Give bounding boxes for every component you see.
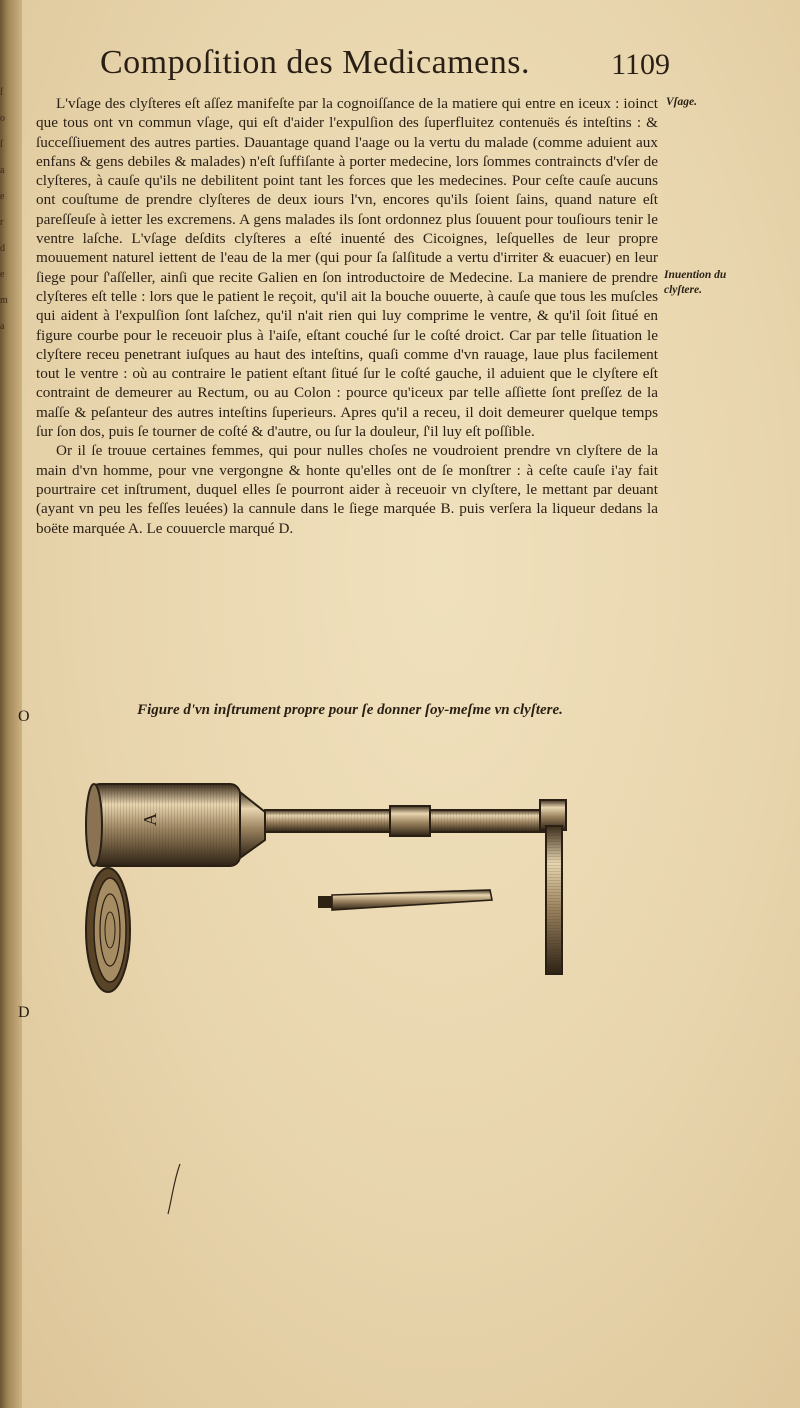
paragraph-instrument: Or il ſe trouue certaines femmes, qui pour nulles choſes ne voudroient prendre vn clyſtere de la main d'vn homme, pour vne vergongne & honte qu'elles ont de ſe monſtrer : à ceſte cauſe i'ay fait pourtraire cet inſtrument, duquel elles ſe pourront aider à receuoir vn clyſtere, le mettant par deuant (ayant vn peu les feſſes leuées) la cannule dans le ſiege marquée B. puis verſera la liqueur dedans la boëte marquée A. Le couuercle marqué D. <box>36 442 658 537</box>
binding-gutter <box>0 0 22 1408</box>
figure-caption: Figure d'vn inſtrument propre pour ſe donner ſoy-meſme vn clyſtere. <box>137 702 563 718</box>
clyster-lid <box>86 868 130 992</box>
clyster-instrument-illustration <box>60 730 620 1050</box>
side-letter-o: O <box>18 708 30 725</box>
main-text <box>36 94 658 538</box>
gutter-fragments: ſ o ſ a e r d e m a <box>0 87 8 332</box>
clyster-box <box>86 784 265 866</box>
margin-note-invention-line1: Inuention du <box>664 269 727 281</box>
side-letter-d: D <box>18 1004 30 1021</box>
margin-note-invention-line2: clyſtere. <box>664 284 702 296</box>
running-title: Compoſition des Medicamens. <box>100 44 530 81</box>
box-label-a: A <box>140 813 160 826</box>
clyster-cannula <box>318 890 492 910</box>
stray-pen-mark <box>160 1160 200 1220</box>
clyster-pipe <box>265 800 566 974</box>
margin-note-invention <box>664 268 726 298</box>
margin-note-usage: Vſage. <box>666 96 697 108</box>
page-header <box>100 40 670 90</box>
paragraph-usage: L'vſage des clyſteres eſt aſſez manifeſte par la cognoiſſance de la matiere qui entre en iceux : ioinct que tous ont vn commun vſage, qui eſt d'aider l'expulſion des ſuperfluitez contenuës és inteſtins : & ſucceſſiuement des autres parties. Dauantage quand l'aage ou la vertu du malade (comme aduient aux enfans & gens debiles & malades) n'eſt ſuffiſante à porter medecine, lors ſommes contraincts d'vſer de clyſteres, à cauſe qu'ils ne debilitent point tant les forces que les medecines. Pour ceſte cauſe aucuns ont couſtume de prendre clyſteres de deux iours l'vn, encores qu'ils ſoient ſains, quand nature eſt pareſſeuſe à ietter les excremens. A gens malades ils ſont ordonnez plus ſouuent pour touſiours tenir le ventre laſche. L'vſage deſdits clyſteres a eſté inuenté des Cicoignes, leſquelles de leur propre mouuement naturel iettent de l'eau de la mer (qui pour ſa ſalſitude a vertu d'irriter & euacuer) en leur ſiege pour ſ'aſſeller, ainſi que recite Galien en ſon introductoire de Medecine. La maniere de prendre clyſteres eſt telle : lors que le patient le reçoit, qu'il ait la bouche ouuerte, à cauſe que tous les muſcles qui aident à l'expulſion ſont laſchez, qu'il n'ait rien qui luy comprime le ventre, & qu'il ſoit ſitué en figure courbe pour le receuoir plus à l'aiſe, eſtant couché ſur le coſté droict. Car par telle ſituation le clyſtere receu penetrant iuſques au haut des inteſtins, quaſi comme d'vn rauage, laue plus facilement tout le ventre : où au contraire le patient eſtant ſitué ſur le coſté gauche, il aduient que le clyſtere eſt contraint de demeurer au Rectum, ou au Colon : pource qu'iceux par telle aſſiette ſont preſſez de la maſſe & peſanteur des autres inteſtins ſuperieurs. Apres qu'il a receu, il doit demeurer quelque temps ſur ſon dos, puis ſe tourner de coſté & d'autre, ou ſur la douleur, ſ'il luy eſt poſſible. <box>36 95 658 441</box>
page-number: 1109 <box>611 48 670 81</box>
